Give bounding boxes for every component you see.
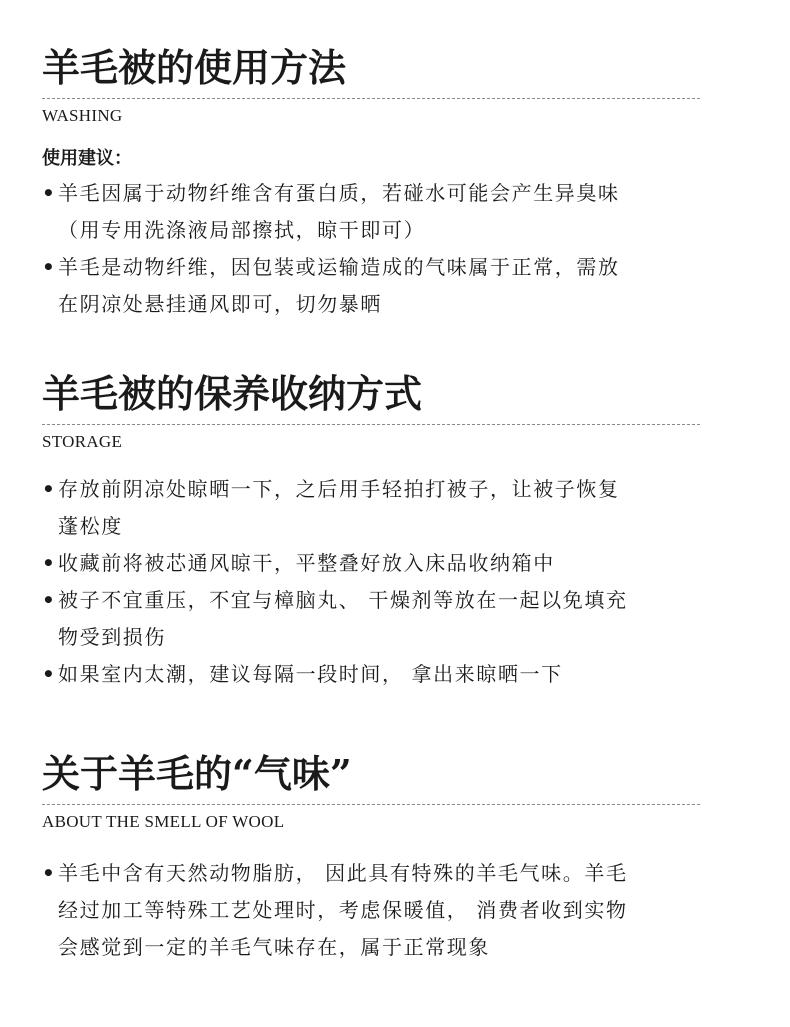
- section-wool-smell: [42, 750, 702, 966]
- washing-bullet-list: [42, 175, 702, 323]
- section-title: 羊毛被的使用方法: [42, 45, 347, 90]
- list-item-line: 物受到损伤: [58, 625, 166, 649]
- list-item-line: 蓬松度: [58, 514, 123, 538]
- bullet-icon: •: [42, 588, 57, 612]
- list-item-line: 如果室内太潮，建议每隔一段时间， 拿出来晾晒一下: [58, 662, 563, 686]
- bullet-icon: •: [42, 477, 57, 501]
- list-item: [42, 582, 702, 656]
- list-item-line: 会感觉到一定的羊毛气味存在，属于正常现象: [58, 935, 490, 959]
- dashed-divider: [42, 98, 700, 99]
- list-item-line: 羊毛是动物纤维，因包装或运输造成的气味属于正常，需放: [58, 255, 620, 279]
- list-item: [42, 545, 702, 582]
- bullet-icon: •: [42, 255, 57, 279]
- list-item: [42, 175, 702, 249]
- section-title: 羊毛被的保养收纳方式: [42, 371, 423, 416]
- section-title: 关于羊毛的“气味”: [42, 751, 352, 796]
- bullet-icon: •: [42, 861, 57, 885]
- bullet-icon: •: [42, 551, 57, 575]
- list-item-line: 被子不宜重压，不宜与樟脑丸、 干燥剂等放在一起以免填充: [58, 588, 628, 612]
- dashed-divider: [42, 424, 700, 425]
- dashed-divider: [42, 804, 700, 805]
- section-subtitle: STORAGE: [42, 432, 123, 451]
- storage-bullet-list: [42, 471, 702, 693]
- bullet-icon: •: [42, 181, 57, 205]
- bullet-icon: •: [42, 662, 57, 686]
- wool-smell-bullet-list: [42, 855, 702, 966]
- section-subtitle: WASHING: [42, 106, 123, 125]
- section-subtitle: ABOUT THE SMELL OF WOOL: [42, 812, 285, 831]
- list-item-line: 收藏前将被芯通风晾干，平整叠好放入床品收纳箱中: [58, 551, 555, 575]
- list-item: [42, 656, 702, 693]
- list-item: [42, 471, 702, 545]
- section-washing: [42, 44, 702, 323]
- usage-advice-heading: 使用建议：: [42, 148, 132, 169]
- section-storage: [42, 370, 702, 693]
- list-item-line: 存放前阴凉处晾晒一下，之后用手轻拍打被子，让被子恢复: [58, 477, 620, 501]
- list-item: [42, 249, 702, 323]
- list-item-line: 经过加工等特殊工艺处理时，考虑保暖值， 消费者收到实物: [58, 898, 628, 922]
- list-item-line: 在阴凉处悬挂通风即可，切勿暴晒: [58, 292, 382, 316]
- list-item-line: 羊毛因属于动物纤维含有蛋白质，若碰水可能会产生异臭味: [58, 181, 620, 205]
- list-item: [42, 855, 702, 966]
- list-item-line: 羊毛中含有天然动物脂肪， 因此具有特殊的羊毛气味。羊毛: [58, 861, 628, 885]
- list-item-line: （用专用洗涤液局部擦拭，晾干即可）: [58, 218, 426, 242]
